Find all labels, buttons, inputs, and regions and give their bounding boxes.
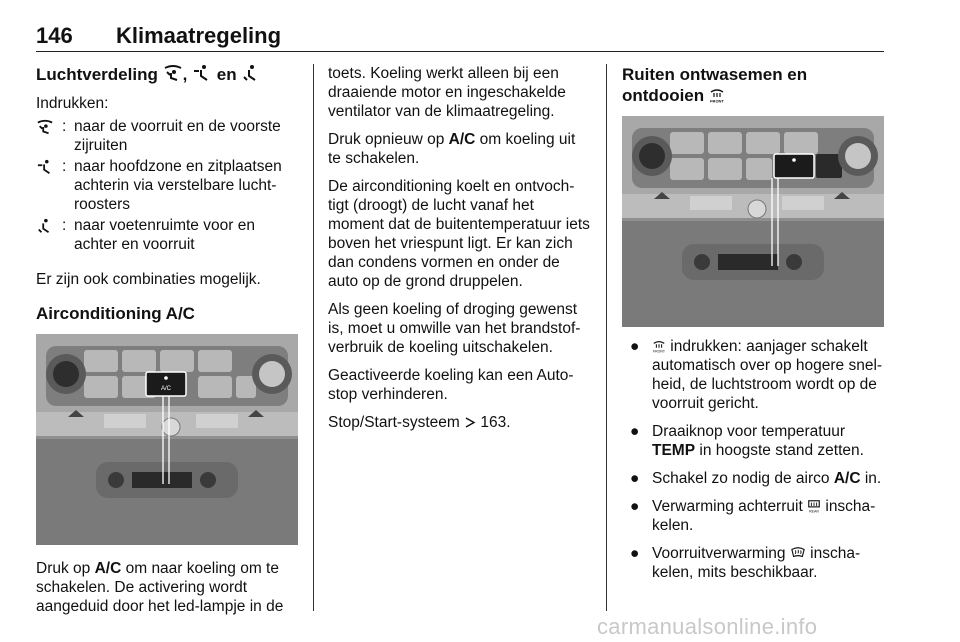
column-2 <box>328 64 590 432</box>
druk-op-text: Druk op A/C om naar koeling om te schakelen. De activering wordt aangeduid door het led-lampje in de <box>36 560 284 615</box>
defrost-panel-photo <box>622 116 884 327</box>
paragraph: De airconditioning koelt en ontvoch-tigt (droogt) de lucht vanaf het moment dat de buitentemperatuur iets boven het vriespunt ligt. Er kan zich dan condens vormen en onder de auto op de grond druppelen. <box>328 178 590 290</box>
svg-text:FRONT: FRONT <box>710 98 724 103</box>
airflow-foot-icon <box>241 64 261 82</box>
definition-text: naar de voorruit en de voorste zijruiten <box>74 118 281 154</box>
windscreen-heating-icon <box>790 546 806 560</box>
definition-text: naar hoofdzone en zitplaatsen achterin via verstelbare lucht-roosters <box>74 158 282 213</box>
page-number: 146 <box>36 23 73 48</box>
list-item: ● Draaiknop voor temperatuur TEMP in hoogste stand zetten. <box>630 423 864 459</box>
defrost-front-icon <box>709 87 725 103</box>
list-item: ● Voorruitverwarming inscha-kelen, mits beschikbaar. <box>630 545 861 581</box>
definition-item: : naar hoofdzone en zitplaatsen achterin via verstelbare lucht-roosters <box>36 157 298 214</box>
airflow-foot-icon <box>36 218 54 234</box>
column-divider <box>606 64 607 611</box>
definition-item: : naar de voorruit en de voorste zijruiten <box>36 117 298 155</box>
page-header <box>36 22 884 52</box>
svg-text:REAR: REAR <box>809 509 819 513</box>
definition-text: naar voetenruimte voor en achter en voorruit <box>74 217 255 253</box>
section-heading-air-distribution: Luchtverdeling , en <box>36 64 298 85</box>
ac-panel-photo <box>36 334 298 545</box>
list-item: ● Schakel zo nodig de airco A/C in. <box>630 470 882 487</box>
watermark: carmanualsonline.info <box>597 614 818 639</box>
airflow-windscreen-icon <box>36 119 54 135</box>
column-divider <box>313 64 314 611</box>
cross-reference: Stop/Start-systeem 163. <box>328 414 511 431</box>
intro-text: Indrukken: <box>36 95 109 112</box>
defrost-steps-list <box>622 337 884 582</box>
list-item: ● Verwarming achterruit REAR inscha-kelen. <box>630 498 876 534</box>
page-reference-icon <box>464 416 476 429</box>
section-heading-ac: Airconditioning A/C <box>36 304 195 323</box>
section-heading-defrost: Ruiten ontwasemen en ontdooien FRONT <box>622 65 808 105</box>
column-3 <box>622 64 884 582</box>
defrost-front-icon <box>652 339 666 353</box>
photo-ac-button-label: A/C <box>160 386 172 392</box>
chapter-title: Klimaatregeling <box>116 23 282 48</box>
paragraph: toets. Koeling werkt alleen bij een draaiende motor en ingeschakelde ventilator van de klimaatregeling. <box>328 65 566 120</box>
paragraph: Als geen koeling of droging gewenst is, moet u omwille van het brandstof-verbruik de koeling uitschakelen. <box>328 301 581 356</box>
airflow-windscreen-icon <box>163 64 183 82</box>
list-item: ● FRONT indrukken: aanjager schakelt automatisch over op hogere snel-heid, de luchtstroom wordt op de voorruit gericht. <box>630 338 883 412</box>
paragraph: Geactiveerde koeling kan een Auto-stop verhinderen. <box>328 367 574 403</box>
airflow-head-icon <box>192 64 212 82</box>
definition-item: : naar voetenruimte voor en achter en voorruit <box>36 216 298 254</box>
airflow-head-icon <box>36 159 54 175</box>
paragraph: Druk opnieuw op A/C om koeling uit te schakelen. <box>328 131 576 167</box>
combinations-text: Er zijn ook combinaties mogelijk. <box>36 271 261 288</box>
column-1 <box>36 64 298 616</box>
svg-text:FRONT: FRONT <box>652 349 666 353</box>
rear-window-heating-icon <box>807 499 821 513</box>
